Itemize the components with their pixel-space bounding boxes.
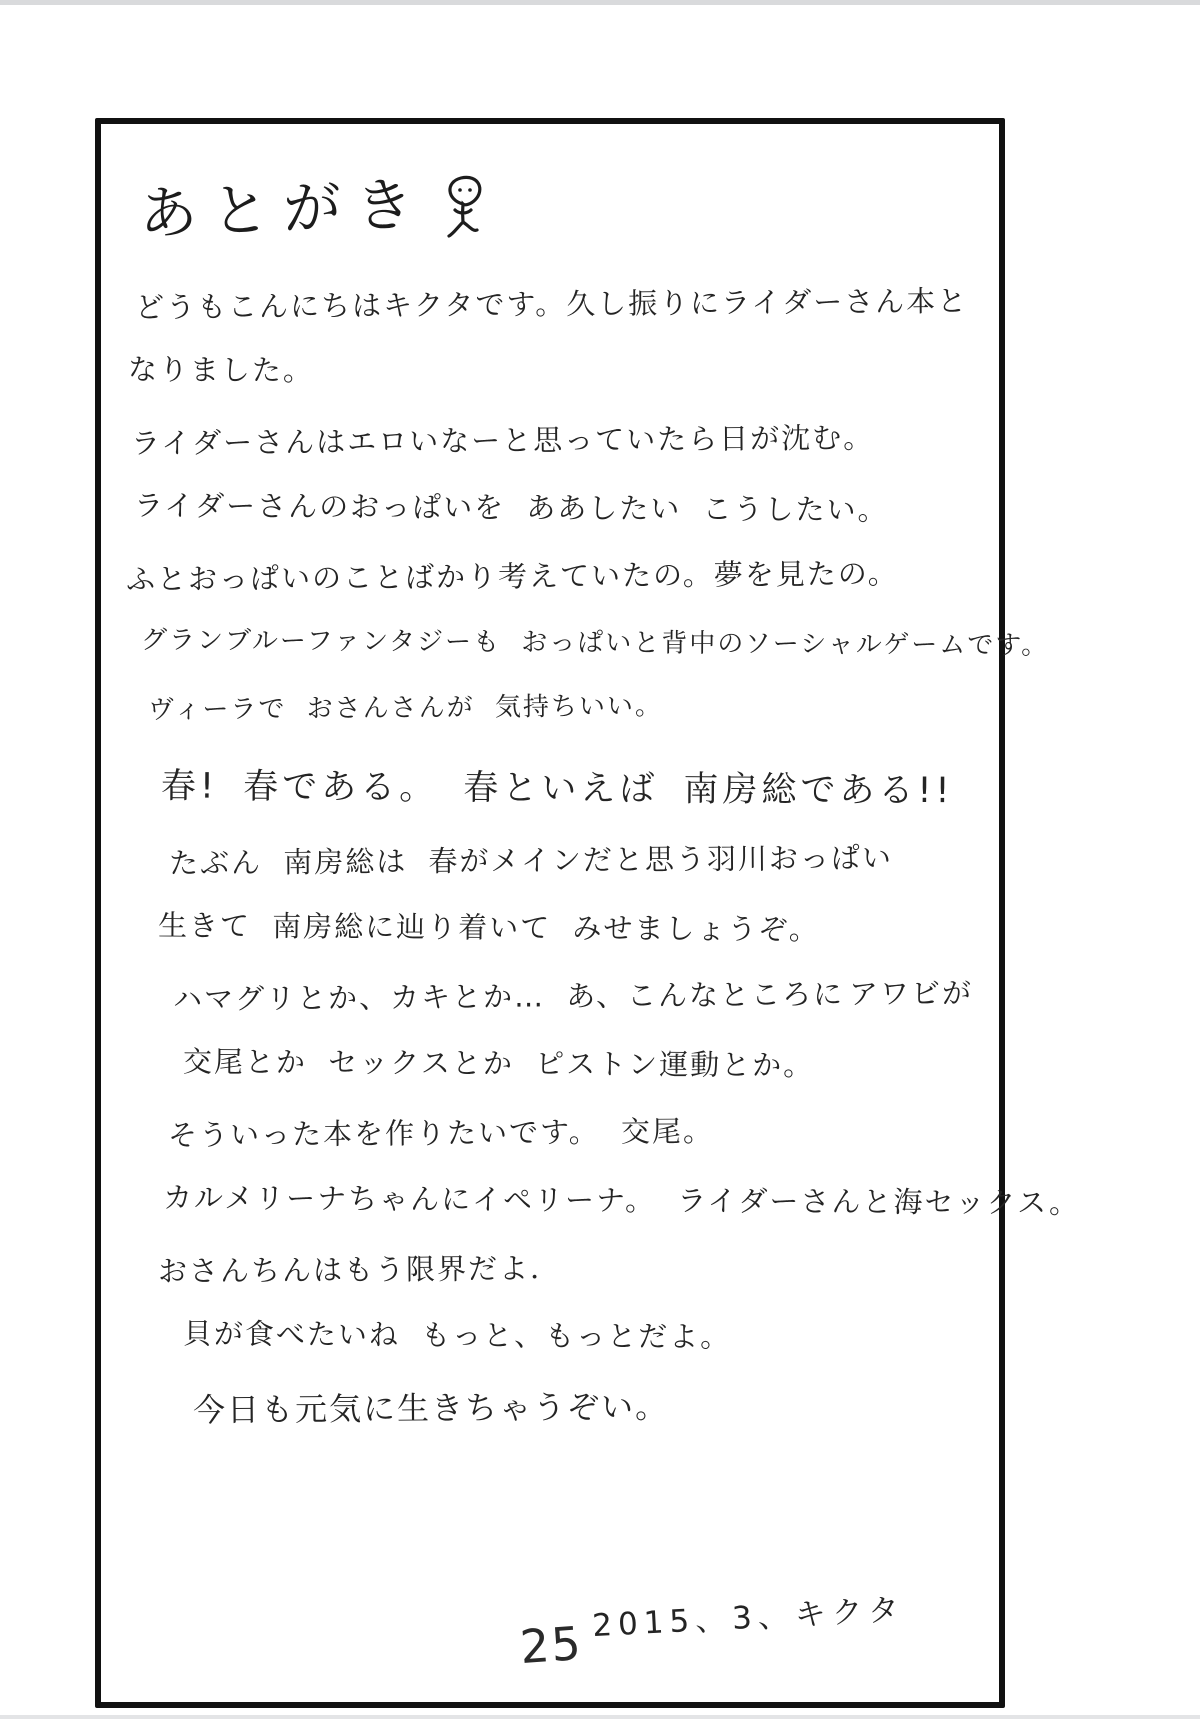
text-line: そういった本を作りたいです。 交尾。: [167, 1113, 715, 1153]
signature-date: 2015、3、キクタ: [591, 1591, 906, 1645]
text-line-main: ハマグリとか、カキとか… あ、こんなところに: [172, 976, 845, 1017]
afterword-text: [101, 282, 1081, 1455]
text-line: [173, 971, 999, 1018]
text-line: ライダーさんはエロいなーと思っていたら日が沈む。: [130, 420, 875, 461]
text-line: 交尾とか セックスとか ピストン運動とか。: [182, 1044, 815, 1083]
text-line: グランブルーファンタジーも おっぱいと背中のソーシャルゲームです。: [140, 625, 1050, 661]
text-line: たぶん 南房総は 春がメインだと思う羽川おっぱい: [168, 840, 893, 881]
scan-edge-top: [0, 0, 1200, 5]
title-row: [138, 162, 495, 249]
text-line: おさんちんはもう限界だよ．: [157, 1251, 562, 1289]
text-line: 生きて 南房総に辿り着いて みせましょうぞ。: [157, 908, 820, 947]
text-line: カルメリーナちゃんにイペリーナ。 ライダーさんと海セックス。: [162, 1180, 1081, 1221]
text-line: ヴィーラで おさんさんが 気持ちいい。: [147, 691, 664, 726]
text-line: 今日も元気に生きちゃうぞい。: [192, 1387, 670, 1430]
text-line: 春! 春である。 春といえば 南房総である!!: [160, 766, 954, 812]
scribble-figure-icon: [433, 170, 495, 246]
text-line-aside: アワビが: [848, 975, 974, 1011]
scan-edge-bottom: [0, 1715, 1200, 1719]
text-line: どうもこんにちはキクタです。久し振りにライダーさん本と: [134, 283, 969, 325]
page-title: あとがき: [138, 169, 429, 249]
text-line: なりました。: [127, 352, 315, 388]
page-number: 25: [518, 1615, 585, 1675]
text-line: 貝が食べたいね もっと、もっとだよ。: [182, 1316, 732, 1354]
text-line: ふとおっぱいのことばかり考えていたの。夢を見たの。: [125, 556, 899, 597]
page-frame: [95, 118, 1081, 1708]
text-line: ライダーさんのおっぱいを ああしたい こうしたい。: [133, 488, 889, 527]
